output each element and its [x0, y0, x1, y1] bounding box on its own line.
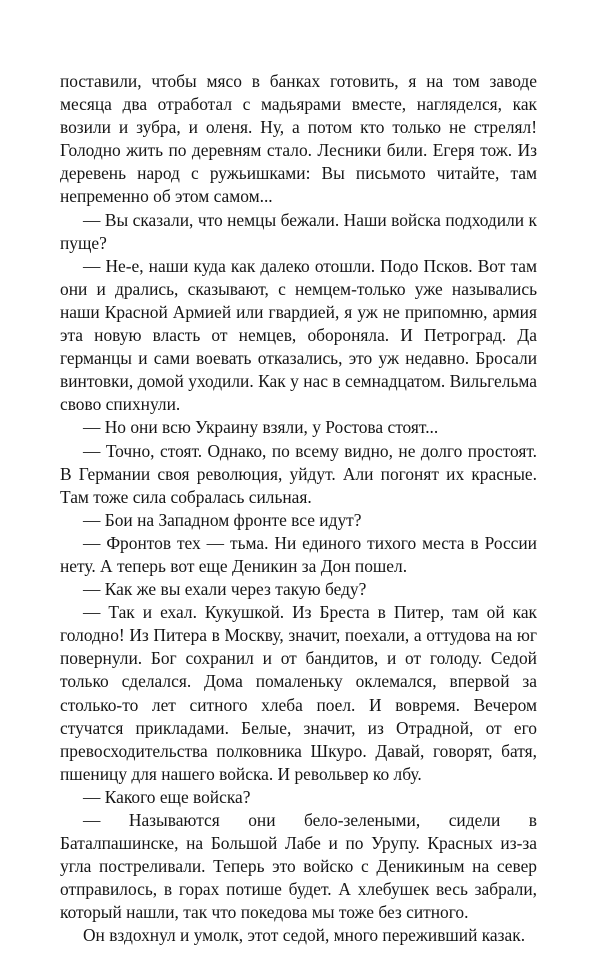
paragraph-3: — Не-е, наши куда как далеко отошли. Подо Псков. Вот там они и дрались, сказывают, с немцем-только уже назывались наши Красной Армией или гвардией, я уж не припомню, армия эта новую власть от немцев, обороняла. И Петроград. Да германцы и сами воевать отказались, это уж недавно. Бросали винтовки, домой уходили. Как у нас в семнадцатом. Вильгельма свово спихнули. — [60, 255, 537, 415]
paragraph-9: — Так и ехал. Кукушкой. Из Бреста в Питер, там ой как голодно! Из Питера в Москву, значит, поехали, а оттудова на юг повернули. Бог сохранил и от бандитов, и от голоду. Седой только сделался. Дома помаленьку оклемался, впервой за столько-то лет ситного хлеба поел. И вовремя. Вечером стучатся прикладами. Белые, значит, из Отрадной, от его превосходительства полковника Шкуро. Давай, говорят, батя, пшеницу для нашего войска. И револьвер ко лбу. — [60, 602, 537, 784]
book-page — [60, 70, 537, 948]
paragraph-5: — Точно, стоят. Однако, по всему видно, не долго простоят. В Германии своя революция, уйдут. Али погонят их красные. Там тоже сила собралась сильная. — [60, 440, 537, 507]
paragraph-12: Он вздохнул и умолк, этот седой, много переживший казак. — [83, 925, 526, 946]
paragraph-2: — Вы сказали, что немцы бежали. Наши войска подходили к пуще? — [60, 209, 537, 253]
paragraph-8: — Как же вы ехали через такую беду? — [83, 579, 367, 600]
paragraph-7: — Фронтов тех — тьма. Ни единого тихого места в России нету. А теперь вот еще Деникин за Дон пошел. — [60, 532, 537, 576]
paragraph-11: — Называются они бело-зелеными, сидели в Баталпашинске, на Большой Лабе и по Урупу. Красных из-за угла постреливали. Теперь это войско с Деникиным на север отправилось, в горах потише будет. А хлебушек весь забрали, который нашли, так что покедова мы тоже без ситного. — [60, 810, 537, 923]
paragraph-4: — Но они всю Украину взяли, у Ростова стоят... — [83, 417, 439, 438]
paragraph-1: поставили, чтобы мясо в банках готовить, я на том заводе месяца два отработал с мадьярами вместе, нагляделся, как возили и зубра, и оленя. Ну, а потом кто только не стрелял! Голодно жить по деревням стало. Лесники били. Егеря тож. Из деревень народ с ружьишками: Вы письмото читайте, там непременно об этом самом... — [60, 71, 537, 207]
paragraph-10: — Какого еще войска? — [83, 786, 251, 807]
paragraph-6: — Бои на Западном фронте все идут? — [83, 509, 362, 530]
